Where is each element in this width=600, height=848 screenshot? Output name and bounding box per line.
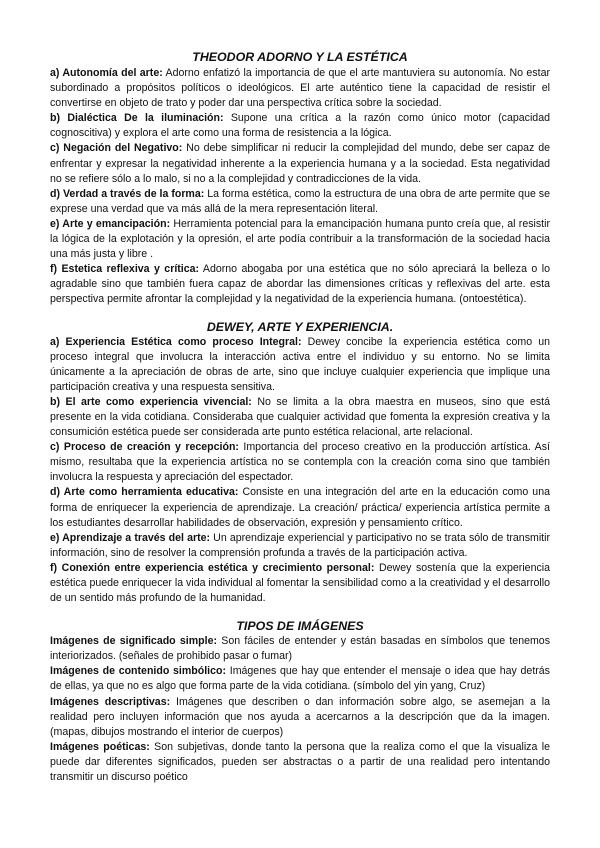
item-text: Consiste en una integración del arte en la educación como una forma de enriquecer la experiencia de aprendizaje. La creación/ práctica/ experiencia artística permite a los estudiantes desarrollar habilidades de observación, expresión y pensamiento crítico. — [50, 486, 550, 529]
item-text: Adorno abogaba por una estética que no sólo apreciará la belleza o lo agradable sino que también fuera capaz de abordar las dimensiones críticas y reflexivas del arte. esta perspectiva permite afrontar la complejidad y la negatividad de la experiencia humana. (ontoestética). — [50, 263, 550, 306]
item-heading: d) Arte como herramienta educativa: — [50, 486, 239, 499]
item-heading: c) Proceso de creación y recepción: — [50, 441, 239, 454]
item-heading: d) Verdad a través de la forma: — [50, 187, 205, 200]
item-heading: e) Aprendizaje a través del arte: — [50, 531, 211, 544]
item-text: Dewey sostenía que la experiencia estética puede enriquecer la vida individual al fomentar la sensibilidad como a la creatividad y el desarrollo de un sentido más profundo de la humanidad. — [50, 561, 551, 605]
dewey-item-b — [50, 395, 550, 440]
section-title-tipos-imagenes: TIPOS DE IMÁGENES — [236, 619, 364, 634]
item-text: Adorno enfatizó la importancia de que el arte mantuviera su autonomía. No estar subordinado a propósitos políticos o ideológicos. El arte auténtico tiene la capacidad de resistir el convertirse en objeto de trato y poder dar una perspectiva crítica sobre la sociedad. — [50, 67, 550, 110]
item-text: Supone una crítica a la razón como único motor (capacidad cognoscitiva) y explora el arte como una forma de resistencia a la lógica. — [50, 112, 550, 140]
imagenes-item-simbolico — [50, 664, 550, 694]
item-text: Imágenes que describen o dan información sobre algo, se asemejan a la realidad pero incluyen información que nos ayuda a acercarnos a la descripción que da la imagen. (mapas, dibujos mostrando el interior de cuerpos) — [50, 695, 550, 738]
item-text: Importancia del proceso creativo en la producción artística. Así mismo, resultaba que la experiencia artística no se contempla con la creación coma sino que también involucra la respuesta y apreciación del espectador. — [50, 441, 550, 484]
item-text: No debe simplificar ni reducir la complejidad del mundo, debe ser capaz de enfrentar y expresar la negatividad inherente a la experiencia humana y a la sociedad. Esta negatividad no se refiere sólo a lo malo, si no a la complejidad y contradicciones de la vida. — [50, 142, 551, 185]
dewey-item-f — [50, 561, 550, 606]
item-heading: e) Arte y emancipación: — [50, 217, 171, 230]
dewey-item-d — [50, 485, 550, 530]
item-heading: Imágenes de significado simple: — [50, 635, 217, 648]
dewey-item-c — [50, 440, 550, 485]
item-text: Un aprendizaje experiencial y participativo no se trata sólo de transmitir información, sino de resolver la comprensión profunda a través de la participación activa. — [50, 531, 550, 559]
dewey-item-e — [50, 531, 550, 561]
adorno-item-c — [50, 141, 550, 186]
item-heading: f) Estetica reflexiva y crítica: — [50, 263, 200, 276]
adorno-item-e — [50, 217, 550, 262]
item-text: Herramienta potencial para la emancipación humana punto creía que, al resistir la lógica de la explotación y la opresión, el arte podía contribuir a la transformación de la sociedad hacia una más justa y libre . — [50, 217, 550, 261]
item-heading: a) Experiencia Estética como proceso Integral: — [50, 335, 302, 348]
item-heading: Imágenes descriptivas: — [50, 695, 171, 708]
item-text: Son subjetivas, donde tanto la persona que la realiza como el que la visualiza le puede dar diferentes significados, pueden ser abstractas o a partir de una realidad pero intentando transmitir un discurso poético — [50, 740, 550, 784]
section-title-dewey: DEWEY, ARTE Y EXPERIENCIA. — [206, 319, 394, 334]
item-text: La forma estética, como la estructura de una obra de arte permite que se exprese una verdad que va más allá de la mera representación literal. — [50, 187, 550, 215]
adorno-item-d — [50, 187, 550, 217]
item-text: No se limita a la obra maestra en museos, sino que está presente en la vida cotidiana. Consideraba que cualquier actividad que fomenta la expresión creativa y la consumición estética puede ser considerada arte punto estética relacional, arte relacional. — [50, 395, 550, 439]
adorno-item-a — [50, 66, 550, 111]
item-heading: Imágenes poéticas: — [50, 740, 150, 753]
adorno-item-b — [50, 111, 550, 141]
item-heading: b) El arte como experiencia vivencial: — [50, 395, 252, 408]
item-heading: a) Autonomía del arte: — [50, 67, 163, 79]
item-text: Imágenes que hay que entender el mensaje o idea que hay detrás de ellas, ya que no es algo que forma parte de la vida cotidiana. (símbolo del yin yang, Cruz) — [50, 665, 550, 693]
item-text: Son fáciles de entender y están basadas en símbolos que tenemos interiorizados. (señales de prohibido pasar o fumar) — [50, 635, 550, 663]
section-title-adorno: THEODOR ADORNO Y LA ESTÉTICA — [192, 50, 408, 64]
item-heading: c) Negación del Negativo: — [50, 142, 183, 155]
imagenes-item-descriptivas — [50, 695, 550, 740]
item-heading: Imágenes de contenido simbólico: — [50, 665, 227, 678]
item-text: Dewey concibe la experiencia estética como un proceso integral que involucra la interacción activa entre el individuo y su entorno. No se limita únicamente a la apreciación de obras de arte, sino que incluye cualquier experiencia que implique una participación creativa y una respuesta sensitiva. — [50, 335, 551, 393]
adorno-item-f — [50, 262, 550, 307]
item-heading: b) Dialéctica De la iluminación: — [50, 112, 224, 125]
imagenes-item-poeticas — [50, 740, 550, 785]
imagenes-item-simple — [50, 634, 550, 664]
item-heading: f) Conexión entre experiencia estética y crecimiento personal: — [50, 561, 375, 574]
dewey-item-a — [50, 335, 550, 395]
